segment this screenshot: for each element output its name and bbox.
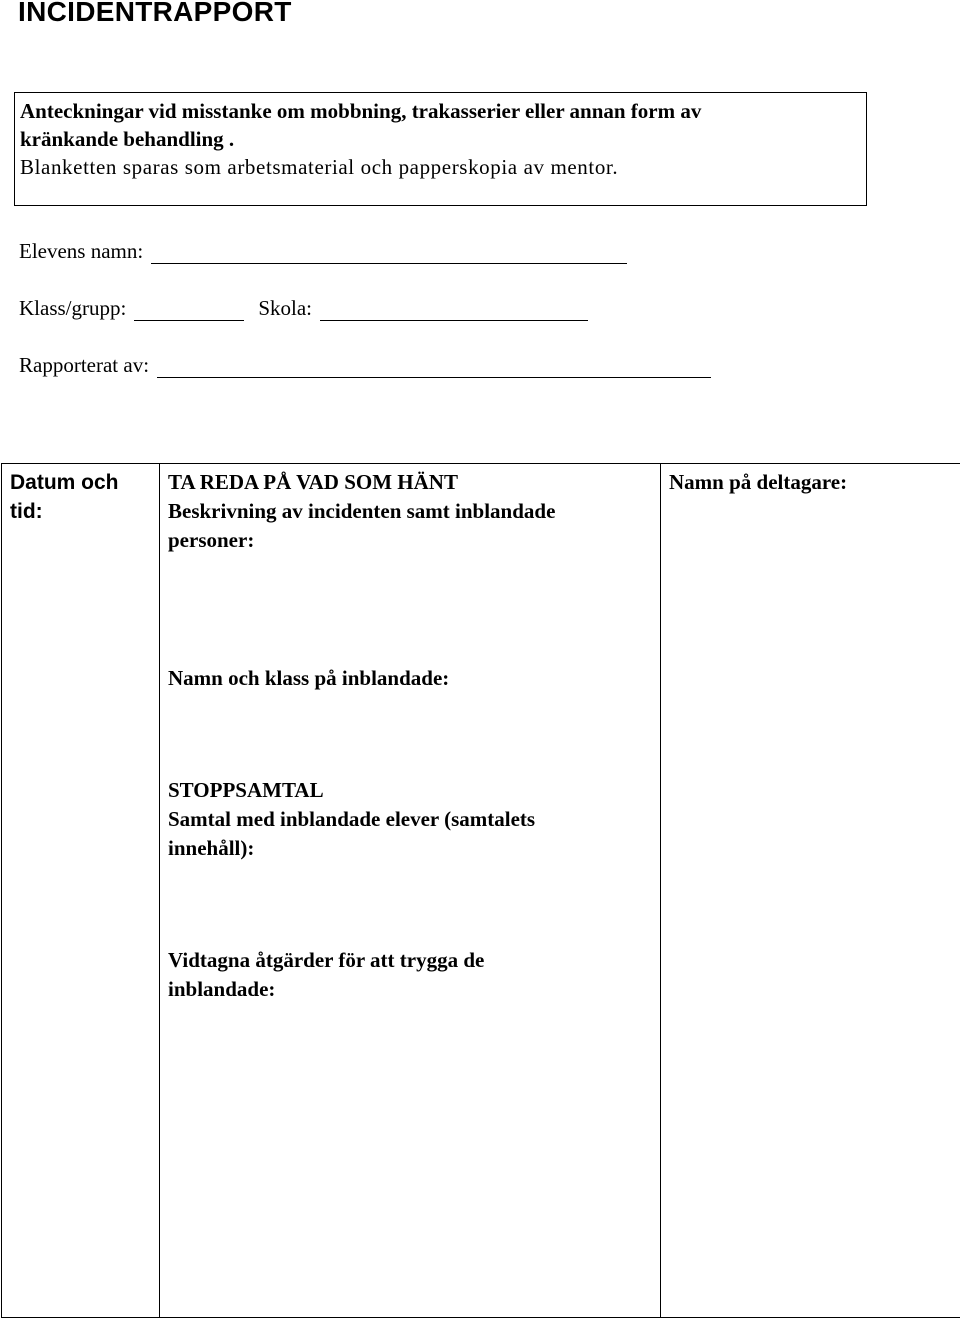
page-title: INCIDENTRAPPORT bbox=[18, 0, 292, 27]
what-happened-label-line-1: Beskrivning av incidenten samt inblandade bbox=[168, 499, 556, 523]
stop-talk-label-line-1: Samtal med inblandade elever (samtalets bbox=[168, 807, 536, 831]
incident-table bbox=[1, 463, 960, 1318]
what-happened-label-line-2: personer: bbox=[168, 528, 255, 552]
participants-label: Namn på deltagare: bbox=[669, 470, 848, 494]
student-name-label: Elevens namn: bbox=[19, 239, 144, 263]
school-field[interactable] bbox=[320, 298, 588, 321]
stop-talk-label-line-2: innehåll): bbox=[168, 836, 255, 860]
participants-cell[interactable] bbox=[661, 464, 960, 1318]
reported-by-row bbox=[19, 352, 711, 378]
stop-talk-section bbox=[168, 776, 652, 946]
instructions-note: Blanketten sparas som arbetsmaterial och papperskopia av mentor. bbox=[20, 155, 619, 179]
class-group-field[interactable] bbox=[134, 298, 244, 321]
reported-by-label: Rapporterat av: bbox=[19, 353, 150, 377]
instructions-bold-line-2: kränkande behandling . bbox=[20, 127, 235, 151]
student-name-field[interactable] bbox=[151, 241, 627, 264]
class-school-row bbox=[19, 295, 588, 321]
instructions-box bbox=[14, 92, 867, 206]
measures-label-line-1: Vidtagna åtgärder för att trygga de bbox=[168, 948, 485, 972]
class-group-label: Klass/grupp: bbox=[19, 296, 127, 320]
stop-talk-heading: STOPPSAMTAL bbox=[168, 778, 324, 802]
measures-section bbox=[168, 946, 652, 1004]
names-classes-section bbox=[168, 664, 652, 776]
instructions-bold-line-1: Anteckningar vid misstanke om mobbning, trakasserier eller annan form av bbox=[20, 99, 702, 123]
student-name-row bbox=[19, 238, 627, 264]
what-happened-heading: TA REDA PÅ VAD SOM HÄNT bbox=[168, 470, 458, 494]
school-label: Skola: bbox=[258, 296, 312, 320]
measures-label-line-2: inblandade: bbox=[168, 977, 276, 1001]
date-time-cell[interactable] bbox=[2, 464, 160, 1318]
incident-description-cell[interactable] bbox=[160, 464, 661, 1318]
date-time-label-line-1: Datum och bbox=[10, 471, 119, 494]
date-time-label-line-2: tid: bbox=[10, 500, 43, 523]
what-happened-section bbox=[168, 468, 652, 664]
reported-by-field[interactable] bbox=[157, 355, 711, 378]
names-classes-label: Namn och klass på inblandade: bbox=[168, 666, 450, 690]
